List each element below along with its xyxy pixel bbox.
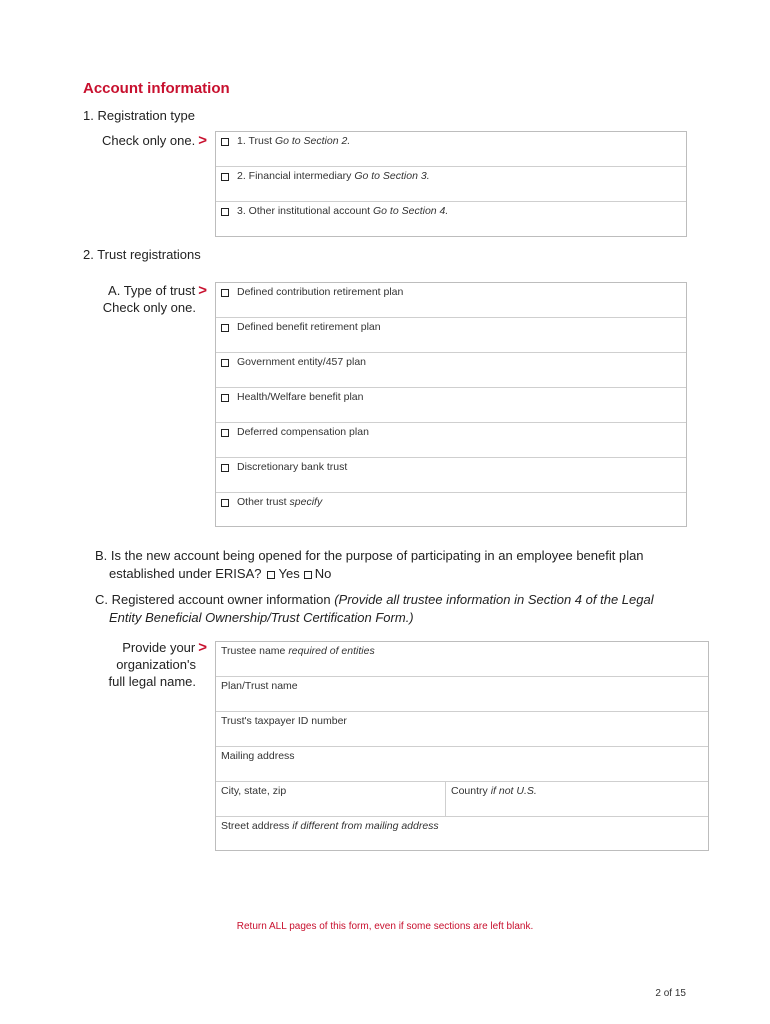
- field-divider: [445, 782, 446, 816]
- city-state-zip-row: [216, 782, 708, 817]
- registration-type-heading: 1. Registration type: [83, 108, 196, 123]
- yes-label: Yes: [278, 566, 300, 581]
- checkbox-icon[interactable]: [221, 429, 229, 437]
- registered-owner-text: C. Registered account owner information: [95, 592, 335, 607]
- chevron-right-icon: >: [198, 639, 207, 656]
- trust-registrations-heading: 2. Trust registrations: [83, 247, 201, 262]
- legal-name-label-line-1: Provide your: [122, 640, 196, 655]
- page-number: 2 of 15: [655, 988, 686, 999]
- option-discretionary-bank-trust[interactable]: [216, 458, 686, 493]
- registration-type-box: [215, 131, 687, 237]
- legal-name-label-line-2: organization's: [116, 657, 196, 672]
- plan-trust-name-field[interactable]: [216, 677, 708, 712]
- field-note: if different from mailing address: [292, 820, 439, 832]
- erisa-question-line-1: B. Is the new account being opened for the purpose of participating in an employee benefit plan: [95, 548, 644, 563]
- trustee-name-field[interactable]: [216, 642, 708, 677]
- field-label: Mailing address: [221, 750, 295, 762]
- option-deferred-compensation[interactable]: [216, 423, 686, 458]
- option-health-welfare[interactable]: [216, 388, 686, 423]
- option-financial-intermediary[interactable]: [216, 167, 686, 202]
- chevron-right-icon: >: [198, 132, 207, 149]
- option-label: Health/Welfare benefit plan: [237, 391, 364, 403]
- checkbox-icon[interactable]: [221, 359, 229, 367]
- option-government-entity[interactable]: [216, 353, 686, 388]
- type-of-trust-box: [215, 282, 687, 527]
- mailing-address-field[interactable]: [216, 747, 708, 782]
- checkbox-icon[interactable]: [221, 208, 229, 216]
- checkbox-icon[interactable]: [221, 394, 229, 402]
- option-note: Go to Section 4.: [373, 205, 449, 217]
- taxpayer-id-field[interactable]: [216, 712, 708, 747]
- street-address-field[interactable]: [216, 817, 708, 852]
- erisa-question-line-2: established under ERISA?: [109, 566, 262, 581]
- checkbox-icon[interactable]: [221, 464, 229, 472]
- type-of-trust-label: [60, 282, 207, 316]
- option-note: specify: [289, 496, 323, 508]
- checkbox-icon[interactable]: [221, 289, 229, 297]
- checkbox-icon[interactable]: [221, 173, 229, 181]
- type-of-trust-text: A. Type of trust: [108, 283, 196, 298]
- option-label: Government entity/457 plan: [237, 356, 366, 368]
- option-note: Go to Section 2.: [274, 135, 351, 147]
- erisa-question: [95, 547, 644, 583]
- check-only-one-text: Check only one.: [102, 300, 196, 315]
- country-label: Country: [451, 785, 491, 797]
- option-label: Other trust: [237, 496, 290, 508]
- option-other-institutional[interactable]: [216, 202, 686, 237]
- return-pages-notice: Return ALL pages of this form, even if some sections are left blank.: [236, 921, 534, 932]
- field-label: Street address: [221, 820, 293, 832]
- no-checkbox-icon[interactable]: [304, 571, 312, 579]
- registered-owner-heading: [95, 591, 654, 627]
- field-label: Trust's taxpayer ID number: [221, 715, 347, 727]
- option-other-trust[interactable]: [216, 493, 686, 528]
- option-label: Defined benefit retirement plan: [237, 321, 381, 333]
- country-note: if not U.S.: [490, 785, 537, 797]
- option-label: 3. Other institutional account: [237, 205, 373, 217]
- field-label: Trustee name: [221, 645, 289, 657]
- option-trust[interactable]: [216, 132, 686, 167]
- registered-owner-note-1: (Provide all trustee information in Section 4 of the Legal: [334, 592, 654, 607]
- option-label: 2. Financial intermediary: [237, 170, 355, 182]
- yes-checkbox-icon[interactable]: [267, 571, 275, 579]
- option-label: Discretionary bank trust: [237, 461, 348, 473]
- option-label: Deferred compensation plan: [237, 426, 369, 438]
- no-label: No: [314, 566, 332, 581]
- instruction-text: Check only one.: [102, 133, 196, 148]
- registered-owner-note-2: Entity Beneficial Ownership/Trust Certification Form.): [109, 610, 414, 625]
- chevron-right-icon: >: [198, 282, 207, 299]
- section-title: Account information: [83, 80, 230, 97]
- option-defined-contribution[interactable]: [216, 283, 686, 318]
- option-defined-benefit[interactable]: [216, 318, 686, 353]
- checkbox-icon[interactable]: [221, 138, 229, 146]
- checkbox-icon[interactable]: [221, 499, 229, 507]
- legal-name-label: [60, 639, 207, 690]
- city-state-zip-label: City, state, zip: [221, 785, 287, 797]
- registration-type-instruction: [60, 132, 207, 149]
- option-label: Defined contribution retirement plan: [237, 286, 404, 298]
- option-note: Go to Section 3.: [354, 170, 430, 182]
- legal-name-label-line-3: full legal name.: [108, 674, 196, 689]
- option-label: 1. Trust: [237, 135, 275, 147]
- checkbox-icon[interactable]: [221, 324, 229, 332]
- field-label: Plan/Trust name: [221, 680, 298, 692]
- owner-info-box: [215, 641, 709, 851]
- field-note: required of entities: [288, 645, 375, 657]
